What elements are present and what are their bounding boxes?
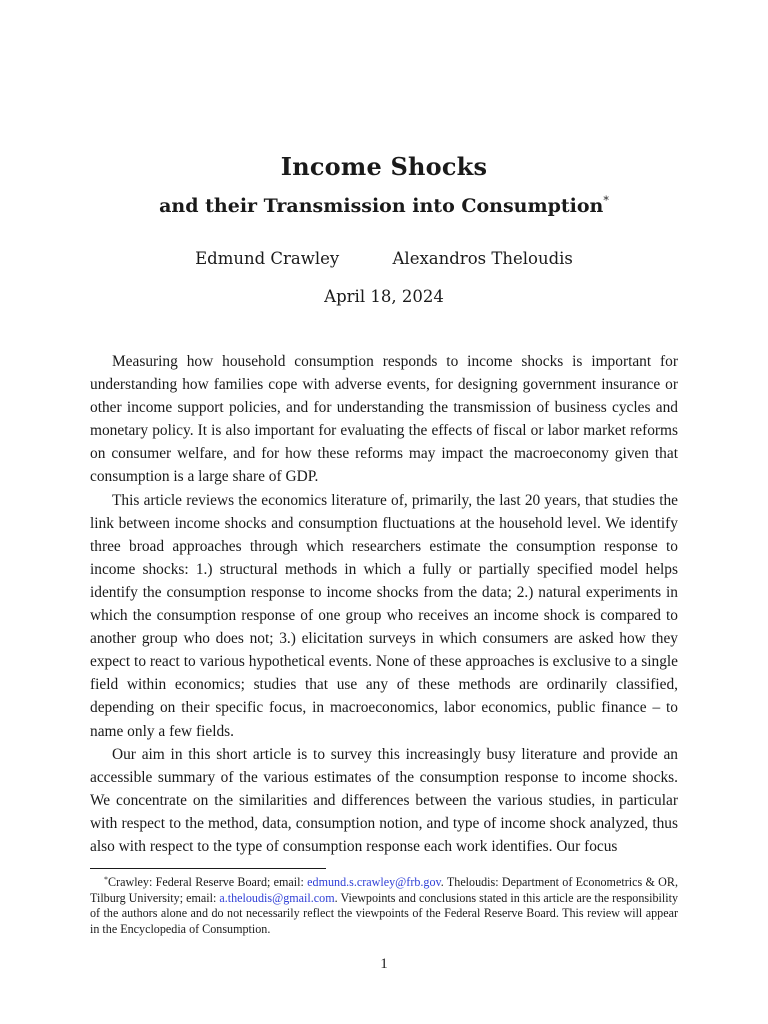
footnote-marker: *: [104, 875, 108, 884]
paper-title: Income Shocks: [280, 152, 488, 181]
email-link-theloudis[interactable]: a.theloudis@gmail.com: [219, 890, 335, 905]
body-paragraph: This article reviews the economics literature of, primarily, the last 20 years, that studies the link between income shocks and consumption fluctuations at the household level. We identify three broad approaches through which researchers estimate the consumption response to income shocks: 1.) structural methods in which a fully or partially specified model helps identify the consumption response to income shocks from the data; 2.) natural experiments in which the consumption response of one group who receives an income shock is compared to another group who does not; 3.) elicitation surveys in which consumers are asked how they expect to react to various hypothetical events. None of these approaches is exclusive to a single field within economics; studies that use any of these methods are ordinarily classified, depending on their specific focus, in macroeconomics, labor economics, public finance – to name only a few fields.: [90, 491, 678, 740]
body-paragraph: Our aim in this short article is to survey this increasingly busy literature and provide an accessible summary of the various estimates of the consumption response to income shocks. We concentrate on the similarities and differences between the various studies, in particular with respect to the method, data, consumption notion, and type of income shock analyzed, thus also with respect to the type of consumption response each work identifies. Our focus: [90, 745, 678, 855]
subtitle-text: and their Transmission into Consumption: [159, 195, 604, 217]
footnote-paragraph: [90, 872, 678, 937]
footnote-divider: [90, 868, 326, 869]
paper-date: April 18, 2024: [324, 287, 444, 306]
author-name: Edmund Crawley: [195, 249, 340, 268]
paper-subtitle: [0, 194, 768, 217]
author-name: Alexandros Theloudis: [392, 249, 573, 268]
page-number: 1: [380, 956, 388, 972]
footnote: [90, 872, 678, 937]
footnote-text-3: . Viewpoints and conclusions stated in this article are the responsibility of the authors alone and do not necessarily reflect the viewpoints of the Federal Reserve Board. This review will appear in the Encyclopedia of Consumption.: [90, 890, 678, 936]
author-list: [0, 249, 768, 268]
title-footnote-marker[interactable]: *: [603, 194, 609, 207]
email-link-crawley[interactable]: edmund.s.crawley@frb.gov: [307, 875, 441, 889]
footnote-text-1: Crawley: Federal Reserve Board; email:: [108, 875, 308, 889]
footnote-text-2: . Theloudis: Department of Econometrics & OR, Tilburg University; email:: [90, 875, 678, 905]
abstract-body: [90, 350, 678, 858]
body-paragraph: Measuring how household consumption responds to income shocks is important for understanding how families cope with adverse events, for designing government insurance or other income support policies, and for understanding the transmission of business cycles and monetary policy. It is also important for evaluating the effects of fiscal or labor market reforms on consumer welfare, and for how these reforms may impact the macroeconomy given that consumption is a large share of GDP.: [90, 353, 678, 486]
